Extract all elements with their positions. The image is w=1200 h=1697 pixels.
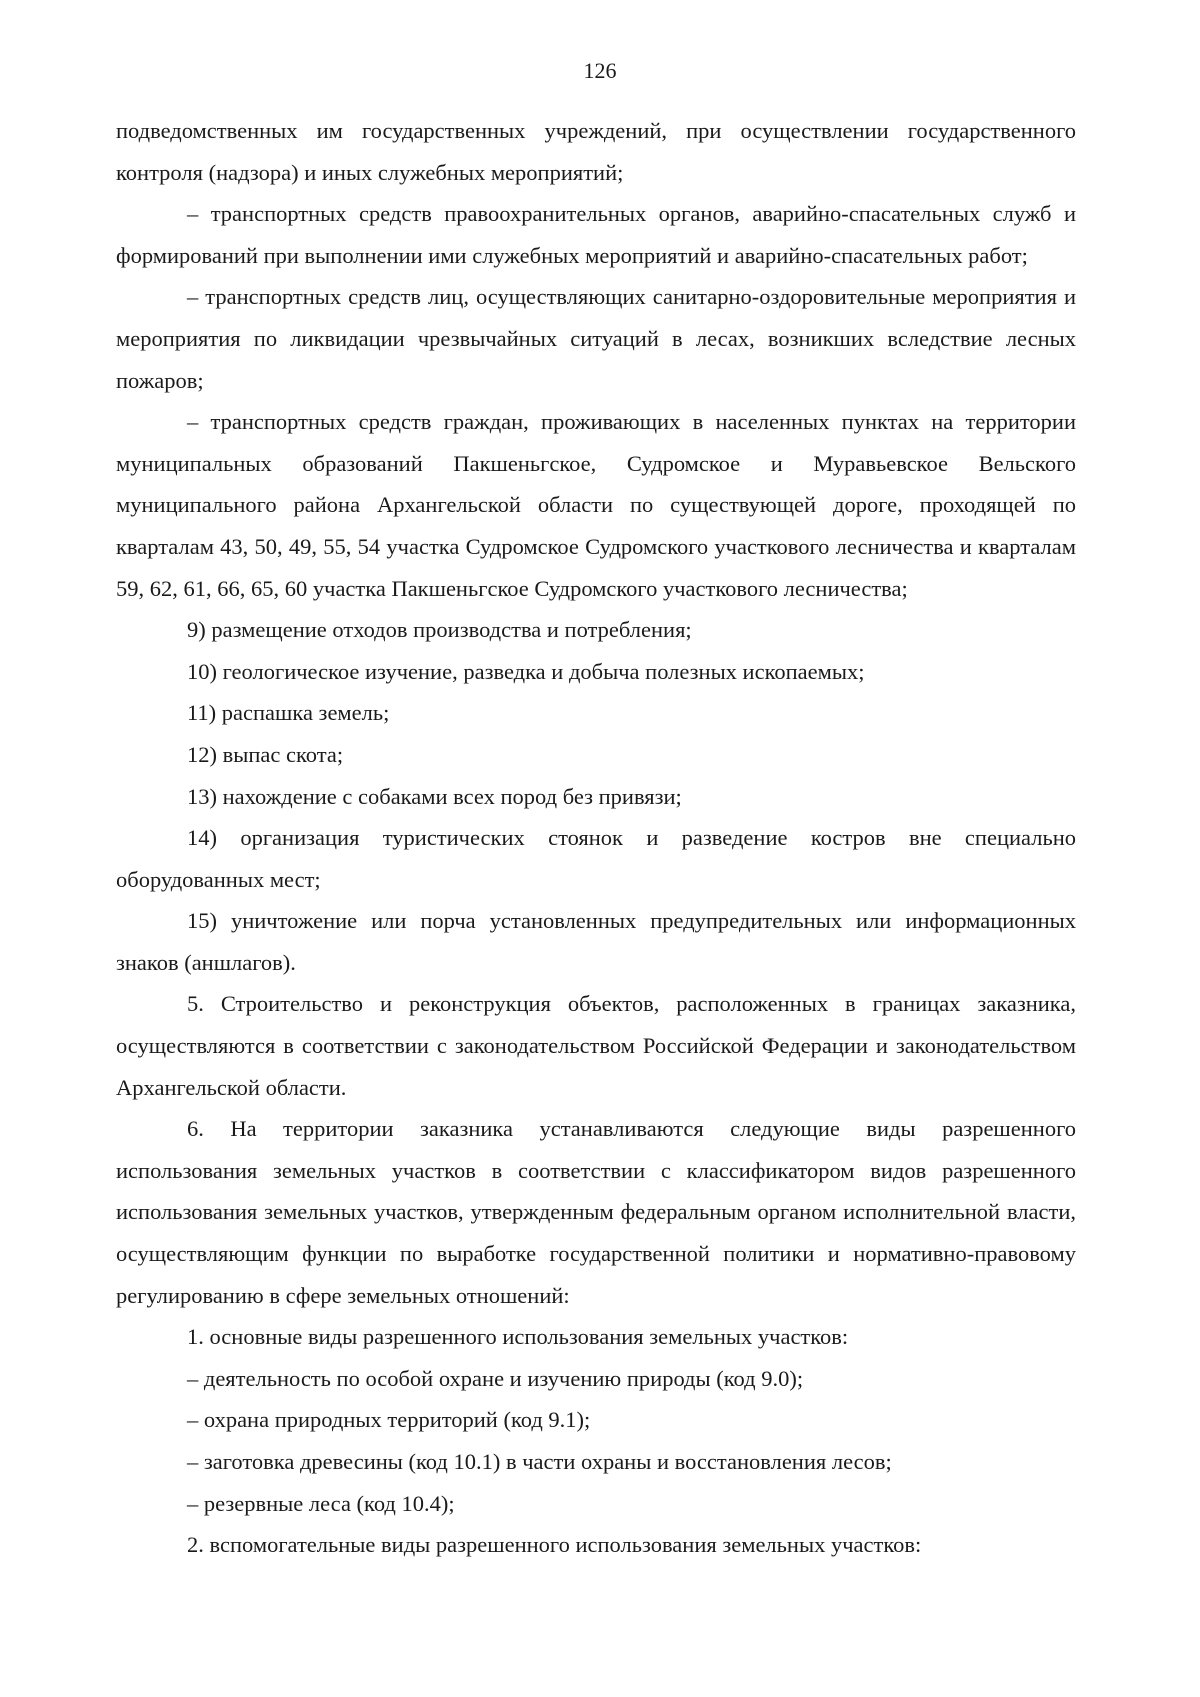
list-item-10: 10) геологическое изучение, разведка и добыча полезных ископаемых;	[187, 658, 865, 684]
paragraph-continuation: подведомственных им государственных учреждений, при осуществлении государственного контроля (надзора) и иных служебных мероприятий;	[116, 118, 1076, 185]
use-item-code-9-0: – деятельность по особой охране и изучению природы (код 9.0);	[187, 1365, 804, 1391]
list-item-residents-vehicles: – транспортных средств граждан, проживающих в населенных пунктах на территории муниципальных образований Пакшеньгское, Судромское и Муравьевское Вельского муниципального района Архангельской области по существующей дороге, проходящей по кварталам 43, 50, 49, 55, 54 участка Судромское Судромского участкового лесничества и кварталам 59, 62, 61, 66, 65, 60 участка Пакшеньгское Судромского участкового лесничества;	[116, 409, 1076, 601]
auxiliary-uses-heading: 2. вспомогательные виды разрешенного использования земельных участков:	[187, 1532, 922, 1558]
list-item-15: 15) уничтожение или порча установленных предупредительных или информационных знаков (аншлагов).	[116, 908, 1076, 975]
list-item-9: 9) размещение отходов производства и потребления;	[187, 617, 692, 643]
use-item-code-10-1: – заготовка древесины (код 10.1) в части охраны и восстановления лесов;	[187, 1449, 892, 1474]
list-item-11: 11) распашка земель;	[187, 700, 390, 726]
list-item-law-enforcement-vehicles: – транспортных средств правоохранительных органов, аварийно-спасательных служб и формирований при выполнении ими служебных мероприятий и аварийно-спасательных работ;	[116, 201, 1076, 268]
main-uses-heading: 1. основные виды разрешенного использования земельных участков:	[187, 1324, 849, 1350]
section-5-paragraph: 5. Строительство и реконструкция объектов, расположенных в границах заказника, осуществляются в соответствии с законодательством Российской Федерации и законодательством Архангельской области.	[116, 991, 1076, 1100]
use-item-code-9-1: – охрана природных территорий (код 9.1);	[187, 1407, 591, 1433]
use-item-code-10-4: – резервные леса (код 10.4);	[187, 1490, 455, 1516]
page-number: 126	[583, 58, 617, 83]
list-item-sanitary-vehicles: – транспортных средств лиц, осуществляющих санитарно-оздоровительные мероприятия и мероприятия по ликвидации чрезвычайных ситуаций в лесах, возникших вследствие лесных пожаров;	[116, 284, 1076, 393]
section-6-paragraph: 6. На территории заказника устанавливаются следующие виды разрешенного использования земельных участков в соответствии с классификатором видов разрешенного использования земельных участков, утвержденным федеральным органом исполнительной власти, осуществляющим функции по выработке государственной политики и нормативно-правовому регулированию в сфере земельных отношений:	[116, 1116, 1076, 1308]
document-body	[116, 110, 1076, 1566]
list-item-12: 12) выпас скота;	[187, 741, 344, 767]
list-item-13: 13) нахождение с собаками всех пород без привязи;	[187, 783, 682, 809]
list-item-14: 14) организация туристических стоянок и разведение костров вне специально оборудованных мест;	[116, 825, 1076, 892]
